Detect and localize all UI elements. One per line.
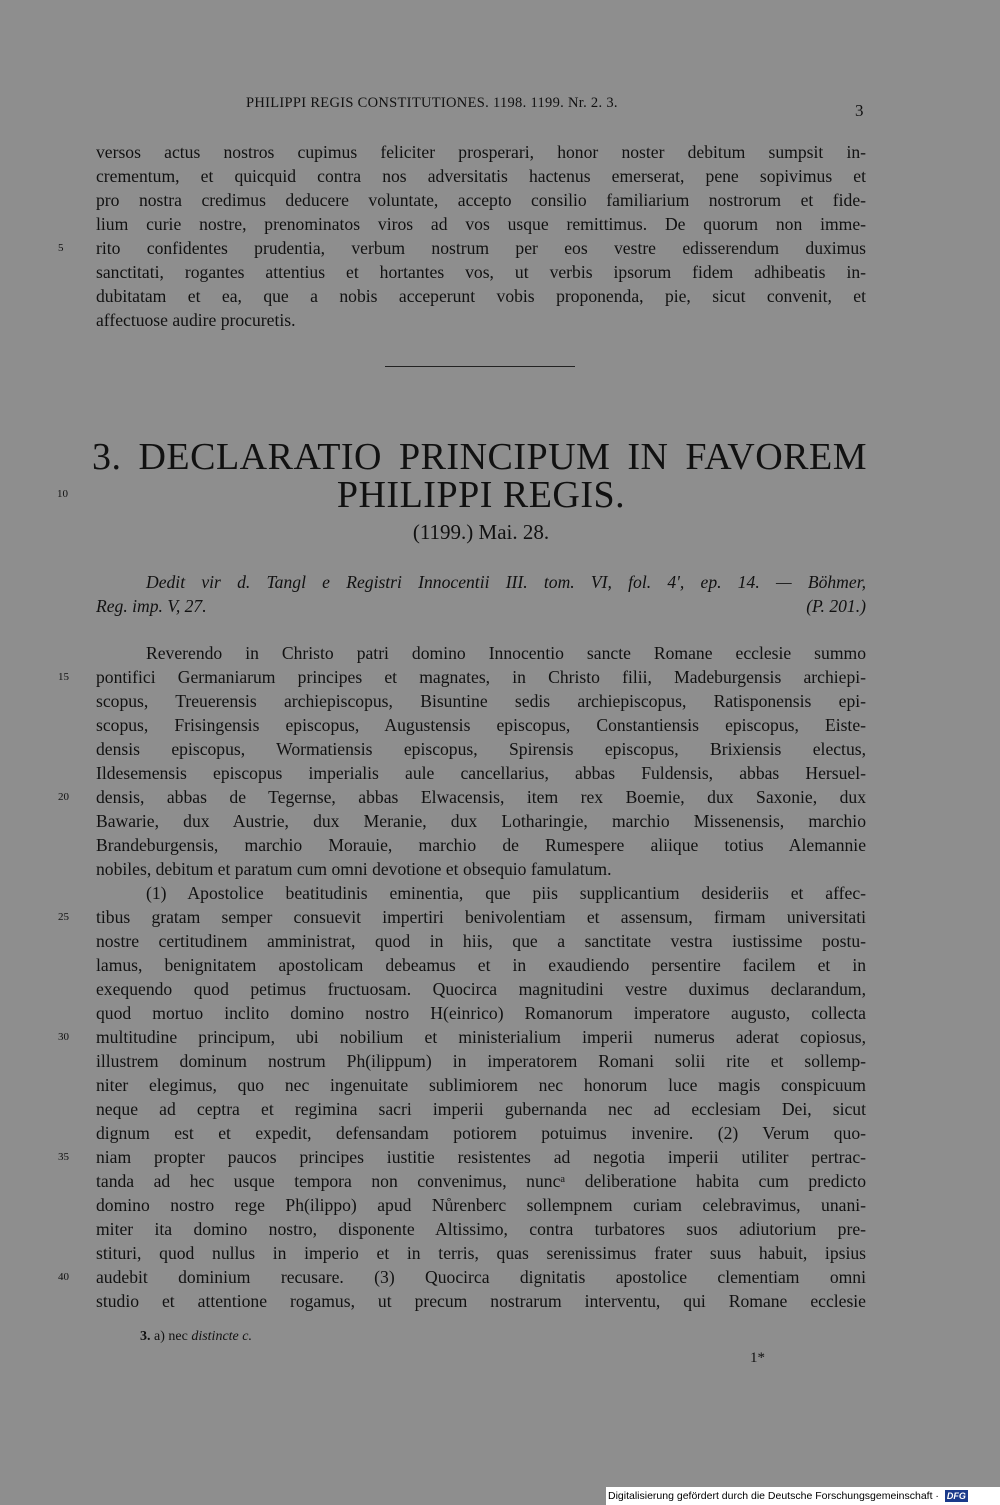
text-line: nostre certitudinem amministrat, quod in hiis, que a sanctitate vestra iustissime postu- <box>96 931 866 951</box>
margin-line-number: 20 <box>58 791 69 803</box>
margin-line-number: 30 <box>58 1031 69 1043</box>
text-line: stituri, quod nullus in imperio et in terris, quas serenissimus frater suus habuit, ipsius <box>96 1243 866 1263</box>
text-line: scopus, Treuerensis archiepiscopus, Bisuntine sedis archiepiscopus, Ratisponensis epi- <box>96 691 866 711</box>
text-line: (1) Apostolice beatitudinis eminentia, que piis supplicantium desideriis et affec- <box>146 883 866 903</box>
text-line: exequendo quod petimus fructuosam. Quocirca magnitudini vestre duximus declarandum, <box>96 979 866 999</box>
document-title-line1: 3. DECLARATIO PRINCIPUM IN FAVOREM <box>92 436 867 478</box>
margin-line-number: 25 <box>58 911 69 923</box>
text-line: domino nostro rege Ph(ilippo) apud Nůrenberc sollempnem curiam celebravimus, unani- <box>96 1195 866 1215</box>
text-line: audebit dominium recusare. (3) Quocirca dignitatis apostolice clementiam omni <box>96 1267 866 1287</box>
text-line: tibus gratam semper consuevit impertiri benivolentiam et assensum, firmam universitati <box>96 907 866 927</box>
margin-line-number: 40 <box>58 1271 69 1283</box>
text-line: affectuose audire procuretis. <box>96 310 296 330</box>
text-line: Brandeburgensis, marchio Morauie, marchio de Rumespere aliique totius Alemannie <box>96 835 866 855</box>
text-line: sanctitati, rogantes attentius et hortantes vos, ut verbis ipsorum fidem adhibeatis in- <box>96 262 866 282</box>
text-line: rito confidentes prudentia, verbum nostrum per eos vestre edisserendum duximus <box>96 238 866 258</box>
text-line: pontifici Germaniarum principes et magnates, in Christo filii, Madeburgensis archiepi- <box>96 667 866 687</box>
source-reference: (P. 201.) <box>806 596 866 616</box>
signature-mark: 1* <box>750 1350 765 1366</box>
document-date: (1199.) Mai. 28. <box>412 520 550 544</box>
text-line: crementum, et quicquid contra nos adversitatis hactenus emerserat, pene sopivimus et <box>96 166 866 186</box>
text-line: versos actus nostros cupimus feliciter prosperari, honor noster debitum sumpsit in- <box>96 142 866 162</box>
text-line: lium curie nostre, prenominatos viros ad vos usque remittimus. De quorum non imme- <box>96 214 866 234</box>
running-header: PHILIPPI REGIS CONSTITUTIONES. 1198. 1199. Nr. 2. 3. <box>246 95 618 111</box>
footnote <box>140 1327 252 1347</box>
text-line: lamus, benignitatem apostolicam debeamus et in exaudiendo persentire facilem et in <box>96 955 866 975</box>
text-line: multitudine principum, ubi nobilium et ministerialium imperii numerus aderat copiosus, <box>96 1027 866 1047</box>
text-line: densis episcopus, Wormatiensis episcopus, Spirensis episcopus, Brixiensis electus, <box>96 739 866 759</box>
footnote-mark: a) <box>154 1329 165 1344</box>
text-line: niter elegimus, quo nec ingenuitate sublimiorem nec honorum luce magis conspicuum <box>96 1075 866 1095</box>
text-line: dubitatam et ea, que a nobis acceperunt vobis proponenda, pie, sicut convenit, et <box>96 286 866 306</box>
funding-text: Digitalisierung gefördert durch die Deutsche Forschungsgemeinschaft · <box>608 1490 939 1502</box>
text-line: illustrem dominum nostrum Ph(ilippum) in imperatorem Romani solii rite et sollemp- <box>96 1051 866 1071</box>
text-line: tanda ad hec usque tempora non convenimus, nuncᵃ deliberatione habita cum predicto <box>96 1171 866 1191</box>
text-line: pro nostra credimus deducere voluntate, accepto consilio familiarium nostrorum et fide- <box>96 190 866 210</box>
dfg-logo-icon: DFG <box>946 1491 966 1502</box>
page-number: 3 <box>855 101 864 120</box>
text-line: Reverendo in Christo patri domino Innocentio sancte Romane ecclesie summo <box>146 643 866 663</box>
footnote-text: nec <box>168 1329 188 1344</box>
text-line: niam propter paucos principes iustitie resistentes ad negotia imperii utiliter pertrac- <box>96 1147 866 1167</box>
text-line: miter ita domino nostro, disponente Altissimo, contra turbatores suos adiutorium pre- <box>96 1219 866 1239</box>
text-line: densis, abbas de Tegernse, abbas Elwacensis, item rex Boemie, dux Saxonie, dux <box>96 787 866 807</box>
source-note-line1: Dedit vir d. Tangl e Registri Innocentii III. tom. VI, fol. 4', ep. 14. — Böhmer, <box>146 572 866 592</box>
text-line: scopus, Frisingensis episcopus, Augustensis episcopus, Constantiensis episcopus, Eiste- <box>96 715 866 735</box>
source-note-line2: Reg. imp. V, 27. <box>96 596 207 616</box>
funding-banner <box>606 1487 1000 1505</box>
text-line: Bawarie, dux Austrie, dux Meranie, dux Lotharingie, marchio Missenensis, marchio <box>96 811 866 831</box>
section-separator <box>385 366 575 367</box>
footnote-text-italic: distincte c. <box>191 1329 252 1344</box>
document-title-line2: PHILIPPI REGIS. <box>336 474 626 516</box>
text-line: quod mortuo inclito domino nostro H(einrico) Romanorum imperatore augusto, collecta <box>96 1003 866 1023</box>
text-line: nobiles, debitum et paratum cum omni devotione et obsequio famulatum. <box>96 859 612 879</box>
text-line: dignum est et expedit, defensandam potiorem potuimus invenire. (2) Verum quo- <box>96 1123 866 1143</box>
margin-line-number: 15 <box>58 671 69 683</box>
text-line: Ildesemensis episcopus imperialis aule cancellarius, abbas Fuldensis, abbas Hersuel- <box>96 763 866 783</box>
text-line: studio et attentione rogamus, ut precum nostrarum interventu, qui Romane ecclesie <box>96 1291 866 1311</box>
margin-line-number: 35 <box>58 1151 69 1163</box>
margin-line-number: 5 <box>58 242 64 254</box>
margin-line-number: 10 <box>57 488 68 500</box>
text-line: neque ad ceptra et regimina sacri imperii gubernanda nec ad ecclesiam Dei, sicut <box>96 1099 866 1119</box>
footnote-number: 3. <box>140 1329 151 1344</box>
